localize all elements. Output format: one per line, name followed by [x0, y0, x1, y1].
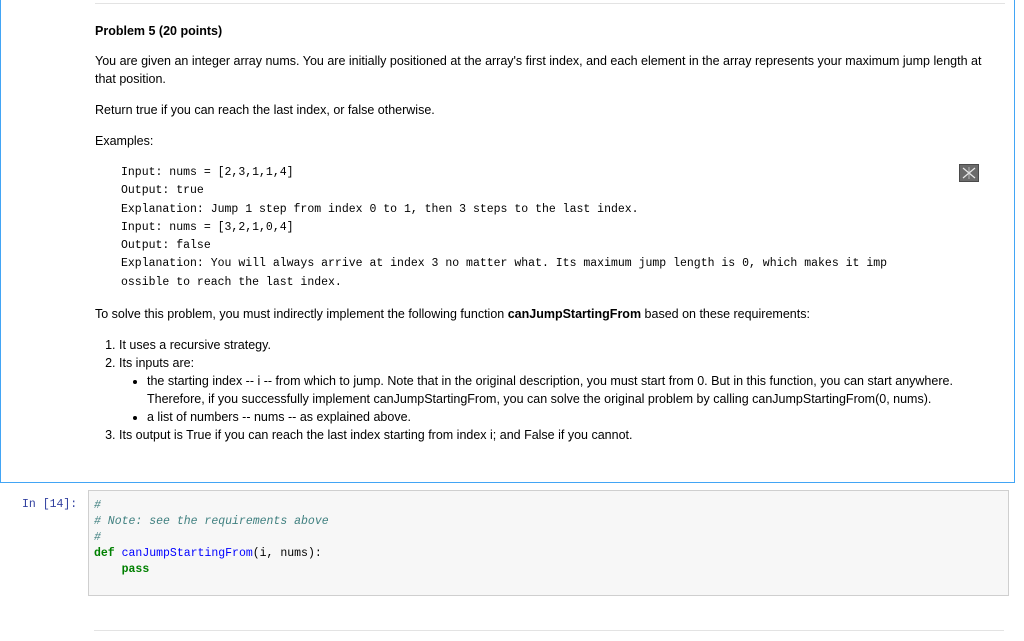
code-comment: #: [94, 499, 101, 512]
requirements-list: [95, 336, 1005, 444]
pencil-edit-icon[interactable]: [959, 164, 979, 182]
return-text: Return true if you can reach the last index, or false otherwise.: [95, 103, 435, 117]
function-definition-name: canJumpStartingFrom: [121, 547, 253, 560]
example-block: [121, 164, 1005, 219]
code-pass-line: [94, 562, 1008, 578]
input-item: • a list of numbers -- nums -- as explained above.: [147, 408, 1005, 426]
solve-prefix: To solve this problem, you must indirectly implement the following function: [95, 307, 508, 322]
example2-input: Input: nums = [3,2,1,0,4]: [121, 220, 294, 234]
examples-label: Examples:: [95, 134, 154, 148]
code-editor[interactable]: [88, 490, 1009, 596]
requirement-item: 1. It uses a recursive strategy.: [119, 336, 1005, 354]
pass-keyword: pass: [121, 563, 150, 576]
divider: [94, 630, 1004, 631]
example2-explanation-line1: Explanation: You will always arrive at index 3 no matter what. Its maximum jump length is 0, which makes it imp: [121, 257, 888, 271]
solve-instruction: [95, 305, 1005, 323]
function-name: canJumpStartingFrom: [507, 307, 642, 322]
divider: [95, 3, 1005, 4]
code-comment: #: [94, 531, 101, 544]
input-item: • the starting index -- i -- from which to jump. Note that in the original description, you must start from 0. But in this function, you can start anywhere. Therefore, if you successfully implement canJumpStartingFrom, you can solve the original problem by calling canJumpStartingFrom(0, nums).: [147, 372, 1005, 408]
solve-suffix: based on these requirements:: [641, 307, 810, 322]
example1-output: Output: true: [121, 184, 204, 198]
code-def-line: [94, 546, 1008, 562]
example1-input: Input: nums = [2,3,1,1,4]: [121, 166, 294, 179]
example-block-2: [121, 219, 1005, 292]
problem-intro: You are given an integer array nums. You are initially positioned at the array's first index, and each element in the array represents your maximum jump length at that position.: [95, 54, 982, 86]
indent: [94, 563, 122, 576]
function-signature: (i, nums):: [252, 547, 322, 560]
input-prompt: In [14]:: [22, 498, 78, 511]
code-comment: # Note: see the requirements above: [94, 515, 329, 528]
markdown-content: [95, 22, 1005, 444]
example1-explanation: Explanation: Jump 1 step from index 0 to 1, then 3 steps to the last index.: [121, 202, 639, 216]
def-keyword: def: [94, 547, 115, 560]
requirement-item: 3. Its output is True if you can reach the last index starting from index i; and False if you cannot.: [119, 426, 1005, 444]
requirement-item: [119, 354, 1005, 426]
example2-explanation-line2: ossible to reach the last index.: [121, 275, 342, 289]
requirement-inputs-label: Its inputs are:: [119, 356, 195, 371]
example2-output: Output: false: [121, 239, 211, 253]
problem-title: Problem 5 (20 points): [95, 24, 223, 38]
inputs-sublist: [119, 372, 1005, 426]
